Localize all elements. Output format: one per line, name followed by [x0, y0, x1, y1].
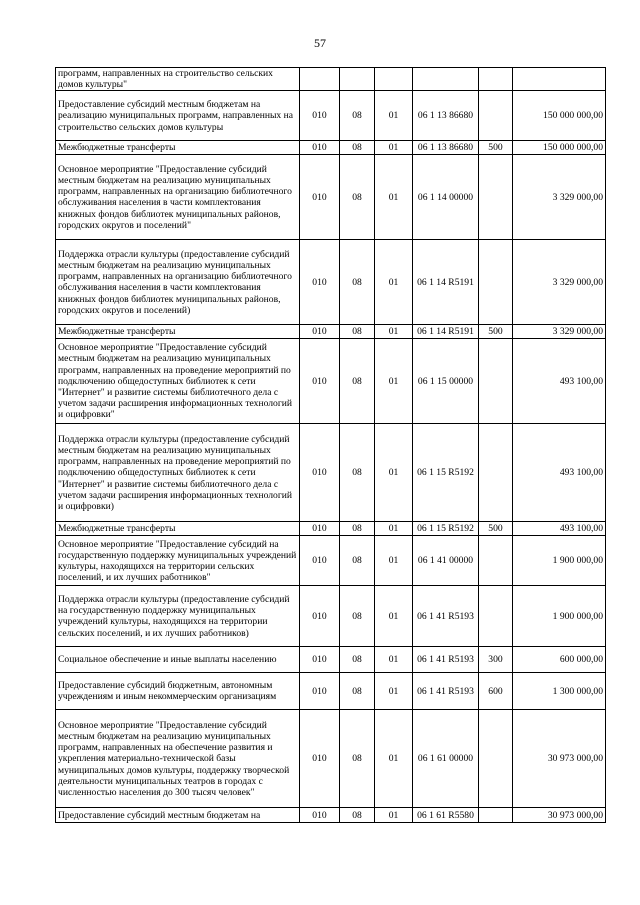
row-target-article: 06 1 15 R5192 [413, 522, 479, 536]
row-admin-code: 010 [300, 339, 340, 424]
row-target-article: 06 1 41 R5193 [413, 673, 479, 710]
row-amount: 150 000 000,00 [513, 141, 606, 155]
row-section-code: 08 [340, 155, 375, 240]
row-expense-type [479, 68, 513, 91]
row-description: Предоставление субсидий бюджетным, автономным учреждениям и иным некоммерческим организациям [56, 673, 300, 710]
table-row [56, 586, 606, 647]
row-section-code [340, 68, 375, 91]
row-target-article: 06 1 14 00000 [413, 155, 479, 240]
table-row [56, 339, 606, 424]
row-admin-code: 010 [300, 536, 340, 586]
row-admin-code: 010 [300, 673, 340, 710]
row-expense-type [479, 339, 513, 424]
row-subsection-code: 01 [375, 91, 413, 141]
table-row [56, 424, 606, 522]
row-amount: 3 329 000,00 [513, 325, 606, 339]
table-row [56, 240, 606, 325]
row-subsection-code: 01 [375, 808, 413, 823]
row-admin-code: 010 [300, 240, 340, 325]
row-description: Предоставление субсидий местным бюджетам на [56, 808, 300, 823]
row-expense-type: 500 [479, 522, 513, 536]
row-admin-code: 010 [300, 155, 340, 240]
row-expense-type [479, 91, 513, 141]
table-row [56, 710, 606, 808]
row-description: Межбюджетные трансферты [56, 141, 300, 155]
row-description: Межбюджетные трансферты [56, 325, 300, 339]
row-admin-code: 010 [300, 586, 340, 647]
row-target-article: 06 1 41 R5193 [413, 647, 479, 673]
row-expense-type [479, 586, 513, 647]
row-description: Основное мероприятие "Предоставление субсидий местным бюджетам на реализацию муниципальных программ, направленных на проведение мероприятий по подключению общедоступных библиотек к сети "Интернет" и развитие системы библиотечного дела с учетом задачи расширения информационных технологий и оцифровки" [56, 339, 300, 424]
row-expense-type [479, 710, 513, 808]
budget-table [55, 67, 606, 823]
row-admin-code: 010 [300, 710, 340, 808]
row-amount: 493 100,00 [513, 522, 606, 536]
row-expense-type [479, 808, 513, 823]
row-admin-code: 010 [300, 424, 340, 522]
row-amount: 493 100,00 [513, 339, 606, 424]
row-amount: 150 000 000,00 [513, 91, 606, 141]
table-row [56, 91, 606, 141]
row-expense-type: 500 [479, 141, 513, 155]
row-subsection-code: 01 [375, 141, 413, 155]
table-row [56, 808, 606, 823]
budget-table-body [56, 68, 606, 823]
row-section-code: 08 [340, 91, 375, 141]
row-subsection-code: 01 [375, 424, 413, 522]
row-expense-type [479, 424, 513, 522]
row-description: Межбюджетные трансферты [56, 522, 300, 536]
row-section-code: 08 [340, 325, 375, 339]
row-subsection-code: 01 [375, 325, 413, 339]
row-target-article: 06 1 15 R5192 [413, 424, 479, 522]
row-amount: 30 973 000,00 [513, 710, 606, 808]
table-row [56, 536, 606, 586]
page-number: 57 [314, 36, 326, 50]
row-admin-code: 010 [300, 141, 340, 155]
row-description: Поддержка отрасли культуры (предоставление субсидий местным бюджетам на реализацию муниципальных программ, направленных на проведение мероприятий по подключению общедоступных библиотек к сети "Интернет" и развитие системы библиотечного дела с учетом задачи расширения информационных технологий и оцифровки) [56, 424, 300, 522]
row-subsection-code: 01 [375, 522, 413, 536]
row-section-code: 08 [340, 536, 375, 586]
row-expense-type: 500 [479, 325, 513, 339]
row-subsection-code: 01 [375, 155, 413, 240]
row-target-article [413, 68, 479, 91]
row-description: Основное мероприятие "Предоставление субсидий местным бюджетам на реализацию муниципальных программ, направленных на обеспечение развития и укрепления материально-технической базы муниципальных домов культуры, поддержку творческой деятельности муниципальных театров в городах с численностью населения до 300 тысяч человек" [56, 710, 300, 808]
row-subsection-code: 01 [375, 536, 413, 586]
row-admin-code: 010 [300, 808, 340, 823]
row-expense-type: 600 [479, 673, 513, 710]
row-amount: 493 100,00 [513, 424, 606, 522]
row-amount: 3 329 000,00 [513, 155, 606, 240]
table-row [56, 141, 606, 155]
row-amount: 600 000,00 [513, 647, 606, 673]
table-row [56, 68, 606, 91]
row-description: Основное мероприятие "Предоставление субсидий местным бюджетам на реализацию муниципальных программ, направленных на организацию библиотечного обслуживания населения в части комплектования книжных фондов библиотек муниципальных районов, городских округов и поселений" [56, 155, 300, 240]
row-admin-code: 010 [300, 325, 340, 339]
row-description: Социальное обеспечение и иные выплаты населению [56, 647, 300, 673]
row-section-code: 08 [340, 522, 375, 536]
row-admin-code: 010 [300, 647, 340, 673]
row-target-article: 06 1 41 00000 [413, 536, 479, 586]
row-expense-type [479, 240, 513, 325]
row-amount: 3 329 000,00 [513, 240, 606, 325]
row-target-article: 06 1 14 R5191 [413, 240, 479, 325]
row-description: программ, направленных на строительство сельских домов культуры" [56, 68, 300, 91]
row-target-article: 06 1 41 R5193 [413, 586, 479, 647]
row-amount: 1 300 000,00 [513, 673, 606, 710]
row-admin-code: 010 [300, 91, 340, 141]
row-target-article: 06 1 14 R5191 [413, 325, 479, 339]
row-amount: 1 900 000,00 [513, 586, 606, 647]
row-expense-type: 300 [479, 647, 513, 673]
row-section-code: 08 [340, 710, 375, 808]
row-section-code: 08 [340, 141, 375, 155]
table-row [56, 673, 606, 710]
row-section-code: 08 [340, 424, 375, 522]
row-subsection-code: 01 [375, 647, 413, 673]
row-section-code: 08 [340, 339, 375, 424]
row-section-code: 08 [340, 647, 375, 673]
row-expense-type [479, 536, 513, 586]
row-section-code: 08 [340, 673, 375, 710]
row-section-code: 08 [340, 586, 375, 647]
row-description: Поддержка отрасли культуры (предоставление субсидий на государственную поддержку муниципальных учреждений культуры, находящихся на территории сельских поселений, и их лучших работников) [56, 586, 300, 647]
row-admin-code: 010 [300, 522, 340, 536]
row-section-code: 08 [340, 808, 375, 823]
row-target-article: 06 1 61 00000 [413, 710, 479, 808]
row-subsection-code: 01 [375, 673, 413, 710]
table-row [56, 647, 606, 673]
row-admin-code [300, 68, 340, 91]
row-target-article: 06 1 15 00000 [413, 339, 479, 424]
row-description: Поддержка отрасли культуры (предоставление субсидий местным бюджетам на реализацию муниципальных программ, направленных на организацию библиотечного обслуживания населения в части комплектования книжных фондов библиотек муниципальных районов, городских округов и поселений) [56, 240, 300, 325]
table-row [56, 325, 606, 339]
row-subsection-code [375, 68, 413, 91]
row-target-article: 06 1 13 86680 [413, 91, 479, 141]
table-row [56, 155, 606, 240]
row-section-code: 08 [340, 240, 375, 325]
row-amount: 30 973 000,00 [513, 808, 606, 823]
row-subsection-code: 01 [375, 586, 413, 647]
row-expense-type [479, 155, 513, 240]
row-amount: 1 900 000,00 [513, 536, 606, 586]
row-subsection-code: 01 [375, 710, 413, 808]
row-description: Предоставление субсидий местным бюджетам на реализацию муниципальных программ, направленных на строительство сельских домов культуры [56, 91, 300, 141]
row-target-article: 06 1 13 86680 [413, 141, 479, 155]
table-row [56, 522, 606, 536]
row-target-article: 06 1 61 R5580 [413, 808, 479, 823]
row-amount [513, 68, 606, 91]
row-description: Основное мероприятие "Предоставление субсидий на государственную поддержку муниципальных учреждений культуры, находящихся на территории сельских поселений, и их лучших работников" [56, 536, 300, 586]
row-subsection-code: 01 [375, 339, 413, 424]
row-subsection-code: 01 [375, 240, 413, 325]
